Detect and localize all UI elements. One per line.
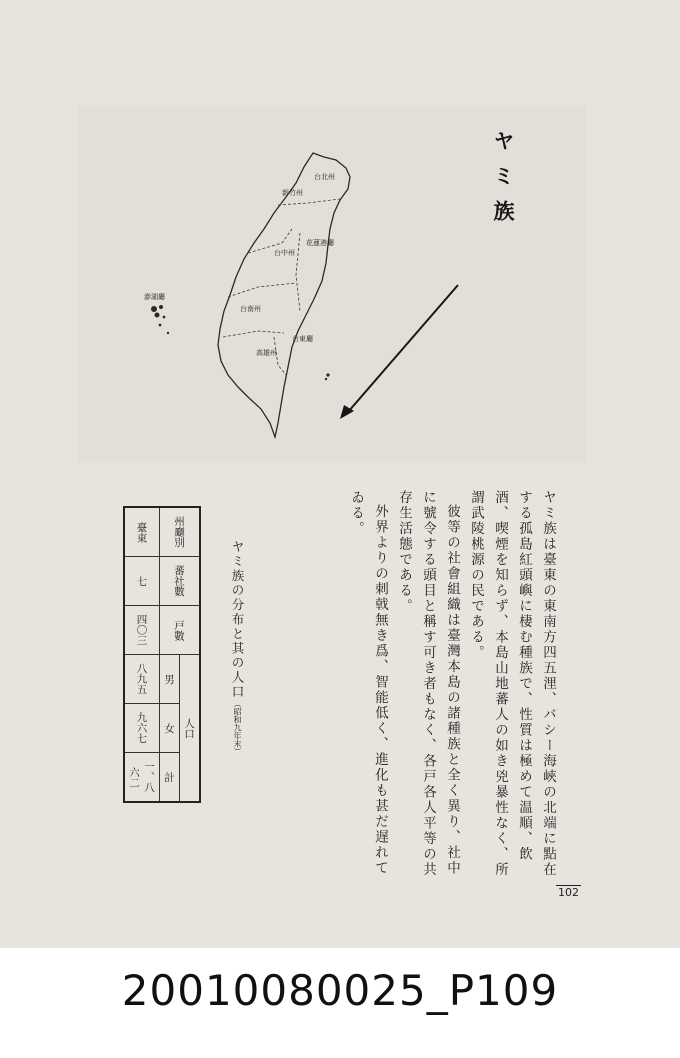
header-population: 人口 <box>180 655 201 803</box>
header-households: 戸數 <box>160 606 201 655</box>
boundary-taipei <box>278 199 340 205</box>
cell-female: 九六七 <box>124 704 160 753</box>
map-label-taito: 台東廳 <box>292 335 313 343</box>
pescadores-islands <box>151 305 169 334</box>
table-header-row <box>180 507 201 802</box>
paragraph-1: ヤミ族は臺東の東南方四五浬、バシー海峽の北端に點在する孤島紅頭嶼に棲む種族で、性質は極めて温順、飲酒、喫煙を知らず、本島山地蕃人の如き兇暴性なく、所謂武陵桃源の民である。 <box>468 490 556 878</box>
map-label-hoko: 澎湖廳 <box>144 293 165 301</box>
boundary-tainan <box>223 331 284 337</box>
caption-note: （昭和九年末） <box>233 699 242 756</box>
population-table <box>123 506 201 803</box>
cell-male: 八九五 <box>124 655 160 704</box>
map-label-karenko: 花蓮港廳 <box>306 239 334 247</box>
cell-total: 一、八六二 <box>124 753 160 803</box>
map-label-takao: 高雄州 <box>256 349 277 357</box>
orchid-island <box>325 373 330 380</box>
file-identifier: 20010080025_P109 <box>121 966 559 1015</box>
map-label-tainan: 台南州 <box>240 305 261 313</box>
header-total: 計 <box>160 753 180 803</box>
cell-prefecture: 臺東 <box>124 507 160 557</box>
map-label-taipei: 台北州 <box>314 173 335 181</box>
cell-villages: 七 <box>124 557 160 606</box>
header-villages: 蕃社數 <box>160 557 201 606</box>
map-label-taichu: 台中州 <box>274 249 295 257</box>
caption-text: ヤミ族の分布と其の人口 <box>230 540 245 700</box>
body-text <box>250 490 560 890</box>
table-row <box>124 507 160 802</box>
page-number: 102 <box>558 886 579 899</box>
cell-households: 四〇三 <box>124 606 160 655</box>
header-female: 女 <box>160 704 180 753</box>
table-caption <box>222 540 246 870</box>
boundary-karenko-west <box>296 233 300 311</box>
header-male: 男 <box>160 655 180 704</box>
paragraph-3: 外界よりの刺戟無き爲、智能低く、進化も甚だ遅れてゐる。 <box>348 490 388 876</box>
map-label-shinchiku: 新竹州 <box>282 189 303 197</box>
pointer-arrow <box>348 285 458 412</box>
header-prefecture: 州廳別 <box>160 507 201 557</box>
boundary-taichu <box>228 283 296 297</box>
page-title: ヤミ族 <box>491 130 516 235</box>
paragraph-2: 彼等の社會組織は臺灣本島の諸種族と全く異り、社中に號令する頭目と稱す可き者もなく、各戸各人平等の共存生活態である。 <box>396 490 460 878</box>
